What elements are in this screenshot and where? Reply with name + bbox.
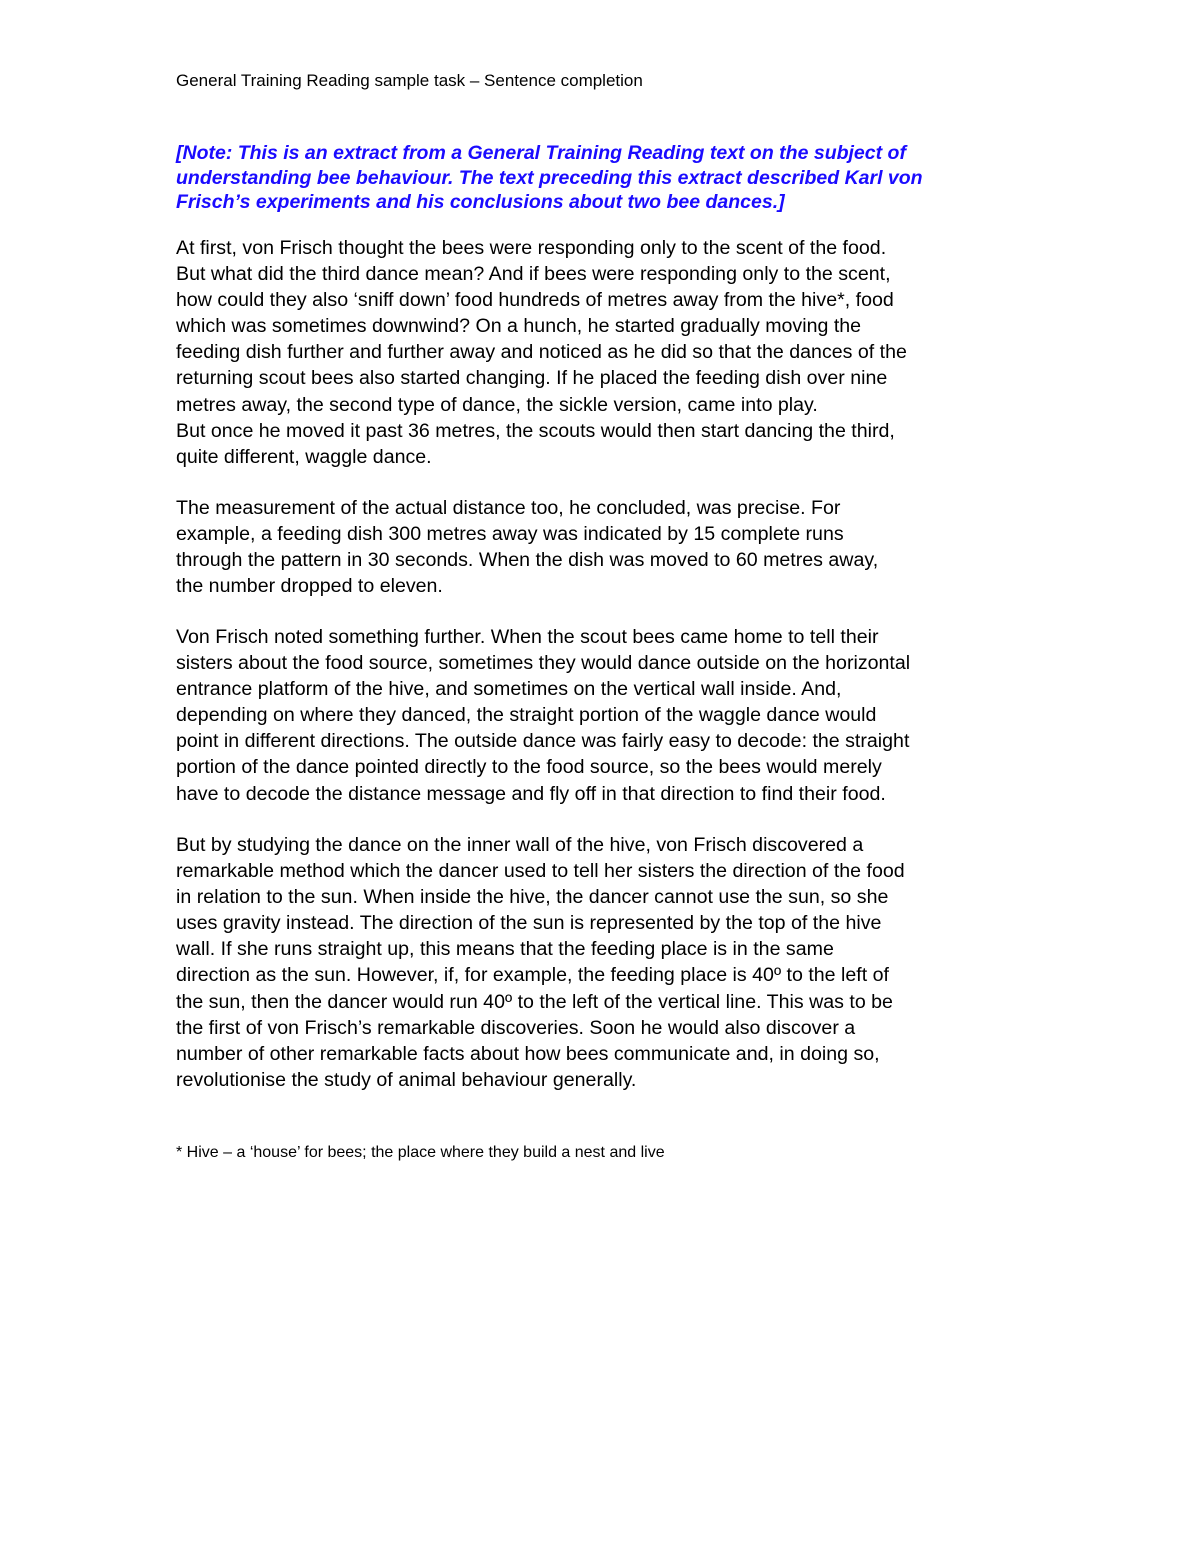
paragraph-line: number of other remarkable facts about how bees communicate and, in doing so,	[176, 1042, 880, 1065]
paragraph-line: The measurement of the actual distance too, he concluded, was precise. For	[176, 497, 841, 519]
paragraph-line: At first, von Frisch thought the bees were responding only to the scent of the food.	[176, 237, 887, 259]
paragraph-line: quite different, waggle dance.	[176, 445, 432, 468]
paragraph-4	[176, 832, 1076, 1093]
paragraph-line: in relation to the sun. When inside the hive, the dancer cannot use the sun, so she	[176, 886, 889, 909]
note-line: understanding bee behaviour. The text preceding this extract described Karl von	[176, 166, 923, 189]
paragraph-line: portion of the dance pointed directly to the food source, so the bees would merely	[176, 756, 882, 779]
paragraph-line: through the pattern in 30 seconds. When the dish was moved to 60 metres away,	[176, 549, 879, 572]
paragraph-line: the sun, then the dancer would run 40º to the left of the vertical line. This was to be	[176, 990, 893, 1013]
note-line: [Note: This is an extract from a General Training Reading text on the subject of	[176, 142, 906, 164]
paragraph-line: feeding dish further and further away and noticed as he did so that the dances of the	[176, 341, 907, 364]
paragraph-3	[176, 624, 1076, 807]
paragraph-line: depending on where they danced, the straight portion of the waggle dance would	[176, 704, 877, 727]
paragraph-line: the first of von Frisch’s remarkable discoveries. Soon he would also discover a	[176, 1016, 856, 1039]
paragraph-line: wall. If she runs straight up, this means that the feeding place is in the same	[176, 938, 834, 961]
page-header: General Training Reading sample task – Sentence completion	[176, 71, 643, 90]
editor-note	[176, 141, 1056, 215]
paragraph-line: remarkable method which the dancer used to tell her sisters the direction of the food	[176, 860, 905, 883]
paragraph-line: sisters about the food source, sometimes they would dance outside on the horizontal	[176, 652, 911, 675]
paragraph-line: uses gravity instead. The direction of the sun is represented by the top of the hive	[176, 912, 882, 935]
paragraph-line: But what did the third dance mean? And if bees were responding only to the scent,	[176, 263, 891, 286]
paragraph-line: entrance platform of the hive, and sometimes on the vertical wall inside. And,	[176, 678, 842, 701]
paragraph-line: Von Frisch noted something further. When the scout bees came home to tell their	[176, 626, 879, 648]
paragraph-2	[176, 495, 1076, 599]
paragraph-line: have to decode the distance message and fly off in that direction to find their food.	[176, 782, 886, 805]
paragraph-line: returning scout bees also started changing. If he placed the feeding dish over nine	[176, 367, 888, 390]
paragraph-line: how could they also ‘sniff down’ food hundreds of metres away from the hive*, food	[176, 289, 894, 312]
paragraph-line: metres away, the second type of dance, the sickle version, came into play.	[176, 393, 818, 416]
paragraph-line: But by studying the dance on the inner wall of the hive, von Frisch discovered a	[176, 834, 864, 856]
paragraph-line: the number dropped to eleven.	[176, 575, 443, 598]
paragraph-line: which was sometimes downwind? On a hunch, he started gradually moving the	[176, 315, 862, 338]
paragraph-line: point in different directions. The outside dance was fairly easy to decode: the straight	[176, 730, 910, 753]
paragraph-line: revolutionise the study of animal behaviour generally.	[176, 1068, 637, 1091]
note-line: Frisch’s experiments and his conclusions about two bee dances.]	[176, 191, 785, 213]
paragraph-line: But once he moved it past 36 metres, the scouts would then start dancing the third,	[176, 419, 895, 442]
paragraph-line: example, a feeding dish 300 metres away was indicated by 15 complete runs	[176, 523, 844, 546]
footnote: * Hive – a ‘house’ for bees; the place where they build a nest and live	[176, 1144, 665, 1161]
paragraph-1	[176, 235, 1076, 470]
paragraph-line: direction as the sun. However, if, for example, the feeding place is 40º to the left of	[176, 964, 889, 987]
